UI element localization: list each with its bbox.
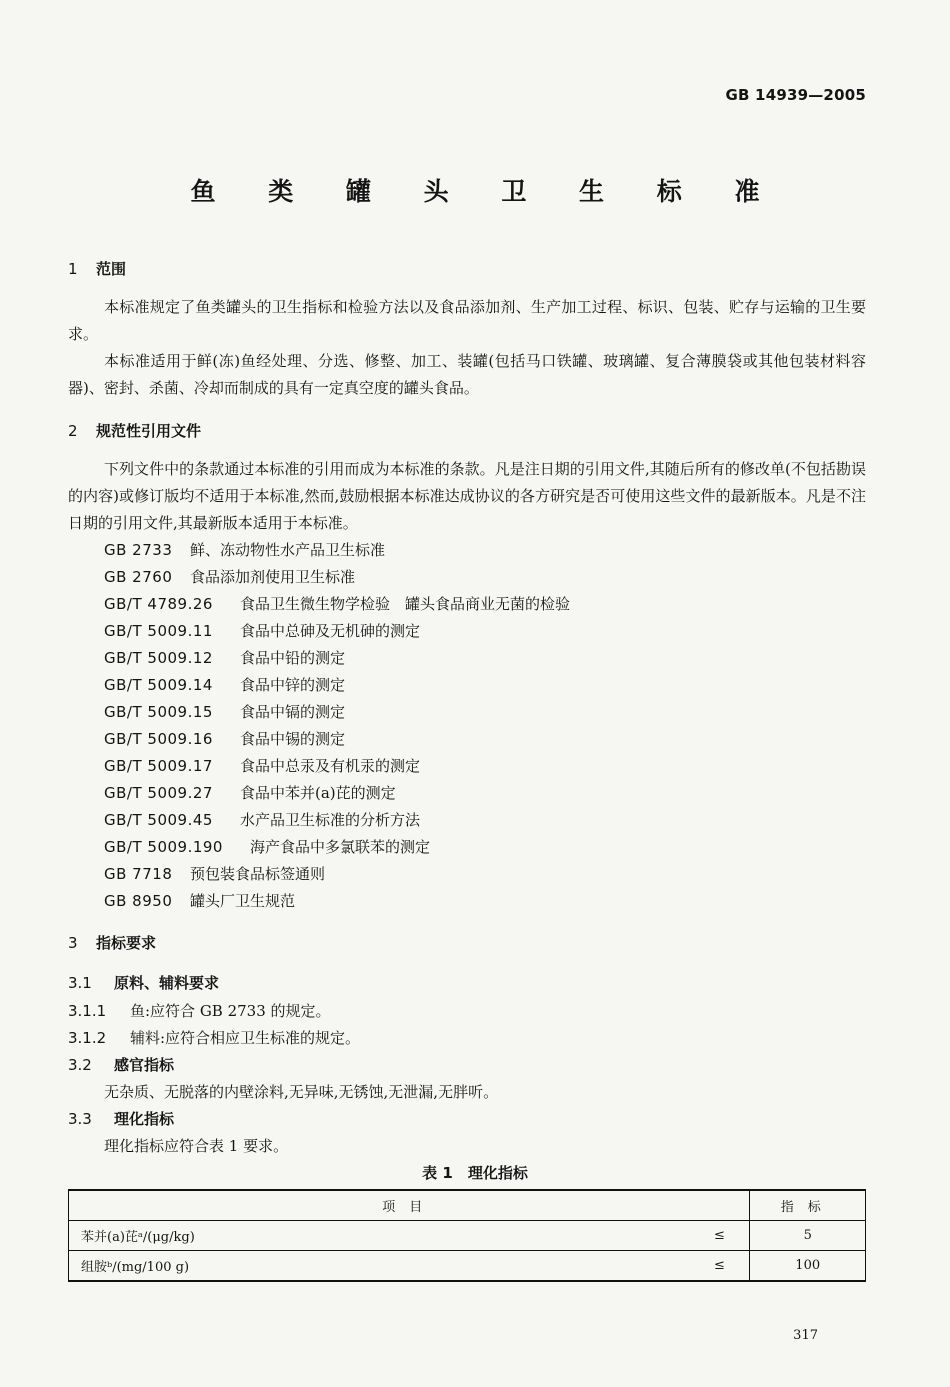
reference-title: 食品中锡的测定	[240, 730, 346, 748]
reference-title: 食品中总砷及无机砷的测定	[240, 622, 421, 640]
reference-item	[104, 564, 570, 591]
normative-reference-list	[104, 537, 570, 915]
section-2-para: 下列文件中的条款通过本标准的引用而成为本标准的条款。凡是注日期的引用文件,其随后所有的修改单(不包括勘误的内容)或修订版均不适用于本标准,然而,鼓励根据本标准达成协议的各方研究是否可使用这些文件的最新版本。凡是不注日期的引用文件,其最新版本适用于本标准。	[68, 460, 866, 532]
reference-item	[104, 699, 570, 726]
section-1-heading	[68, 258, 126, 279]
table-cell-comparator: ≤	[689, 1221, 750, 1251]
reference-title: 食品中铅的测定	[240, 649, 346, 667]
reference-title: 预包装食品标签通则	[190, 865, 326, 883]
clause-text: 辅料:应符合相应卫生标准的规定。	[130, 1029, 361, 1047]
reference-title: 食品中总汞及有机汞的测定	[240, 757, 421, 775]
table-cell-item: 组胺ᵇ/(mg/100 g)	[69, 1251, 690, 1282]
reference-code: GB/T 5009.16	[104, 730, 213, 748]
section-title: 原料、辅料要求	[114, 974, 220, 992]
page-number: 317	[793, 1328, 818, 1343]
reference-item	[104, 834, 570, 861]
reference-title: 食品中镉的测定	[240, 703, 346, 721]
section-3-2-heading	[68, 1054, 174, 1075]
reference-code: GB/T 5009.12	[104, 649, 213, 667]
reference-title: 鲜、冻动物性水产品卫生标准	[190, 541, 386, 559]
section-1-para-1: 本标准规定了鱼类罐头的卫生指标和检验方法以及食品添加剂、生产加工过程、标识、包装、贮存与运输的卫生要求。	[68, 298, 866, 343]
table-cell-comparator: ≤	[689, 1251, 750, 1282]
section-3-heading	[68, 932, 156, 953]
section-title: 规范性引用文件	[96, 422, 202, 440]
reference-item	[104, 618, 570, 645]
reference-item	[104, 780, 570, 807]
section-number: 3.1	[68, 974, 92, 992]
table-header-row	[69, 1190, 866, 1221]
standard-number: GB 14939—2005	[725, 86, 866, 104]
document-title: 鱼 类 罐 头 卫 生 标 准	[190, 177, 782, 206]
table-cell-value: 100	[750, 1251, 866, 1282]
table-caption: 表 1 理化指标	[422, 1164, 528, 1182]
section-title: 指标要求	[96, 934, 157, 952]
reference-code: GB/T 5009.17	[104, 757, 213, 775]
reference-code: GB/T 5009.190	[104, 838, 223, 856]
section-3-3-heading	[68, 1108, 174, 1129]
section-3-1-heading	[68, 972, 219, 993]
table-row	[69, 1251, 866, 1282]
reference-title: 水产品卫生标准的分析方法	[240, 811, 421, 829]
reference-code: GB/T 5009.14	[104, 676, 213, 694]
reference-item	[104, 672, 570, 699]
reference-code: GB 7718	[104, 865, 173, 883]
reference-item	[104, 753, 570, 780]
reference-item	[104, 726, 570, 753]
reference-code: GB 2733	[104, 541, 173, 559]
table-cell-item: 苯并(a)芘ᵃ/(μg/kg)	[69, 1221, 690, 1251]
reference-item	[104, 888, 570, 915]
section-3-2-text: 无杂质、无脱落的内壁涂料,无异味,无锈蚀,无泄漏,无胖听。	[104, 1083, 499, 1101]
section-2-heading	[68, 420, 201, 441]
reference-item	[104, 591, 570, 618]
table-cell-value: 5	[750, 1221, 866, 1251]
section-1-para-2: 本标准适用于鲜(冻)鱼经处理、分选、修整、加工、装罐(包括马口铁罐、玻璃罐、复合薄膜袋或其他包装材料容器)、密封、杀菌、冷却而制成的具有一定真空度的罐头食品。	[68, 352, 866, 397]
reference-code: GB/T 5009.45	[104, 811, 213, 829]
physicochemical-indicators-table	[68, 1189, 866, 1282]
section-number: 2	[68, 422, 78, 440]
reference-item	[104, 645, 570, 672]
section-title: 感官指标	[114, 1056, 175, 1074]
reference-item	[104, 861, 570, 888]
clause-number: 3.1.1	[68, 1002, 107, 1020]
reference-code: GB/T 5009.15	[104, 703, 213, 721]
reference-title: 罐头厂卫生规范	[190, 892, 296, 910]
reference-code: GB 8950	[104, 892, 173, 910]
reference-title: 食品中苯并(a)芘的测定	[240, 784, 396, 802]
section-number: 3.2	[68, 1056, 92, 1074]
reference-code: GB 2760	[104, 568, 173, 586]
section-number: 1	[68, 260, 78, 278]
section-title: 范围	[96, 260, 127, 278]
reference-code: GB/T 5009.11	[104, 622, 213, 640]
section-3-3-text: 理化指标应符合表 1 要求。	[104, 1137, 289, 1155]
clause-3-1-2	[68, 1027, 360, 1048]
reference-title: 食品中锌的测定	[240, 676, 346, 694]
section-number: 3	[68, 934, 78, 952]
table-header-item: 项目	[69, 1190, 750, 1221]
table-row	[69, 1221, 866, 1251]
reference-item	[104, 807, 570, 834]
clause-3-1-1	[68, 1000, 331, 1021]
reference-code: GB/T 5009.27	[104, 784, 213, 802]
section-title: 理化指标	[114, 1110, 175, 1128]
clause-number: 3.1.2	[68, 1029, 107, 1047]
reference-title: 食品添加剂使用卫生标准	[190, 568, 356, 586]
reference-item	[104, 537, 570, 564]
table-header-value: 指标	[750, 1190, 866, 1221]
clause-text: 鱼:应符合 GB 2733 的规定。	[130, 1002, 331, 1020]
section-number: 3.3	[68, 1110, 92, 1128]
reference-code: GB/T 4789.26	[104, 595, 213, 613]
reference-title: 海产食品中多氯联苯的测定	[250, 838, 431, 856]
reference-title: 食品卫生微生物学检验 罐头食品商业无菌的检验	[240, 595, 571, 613]
